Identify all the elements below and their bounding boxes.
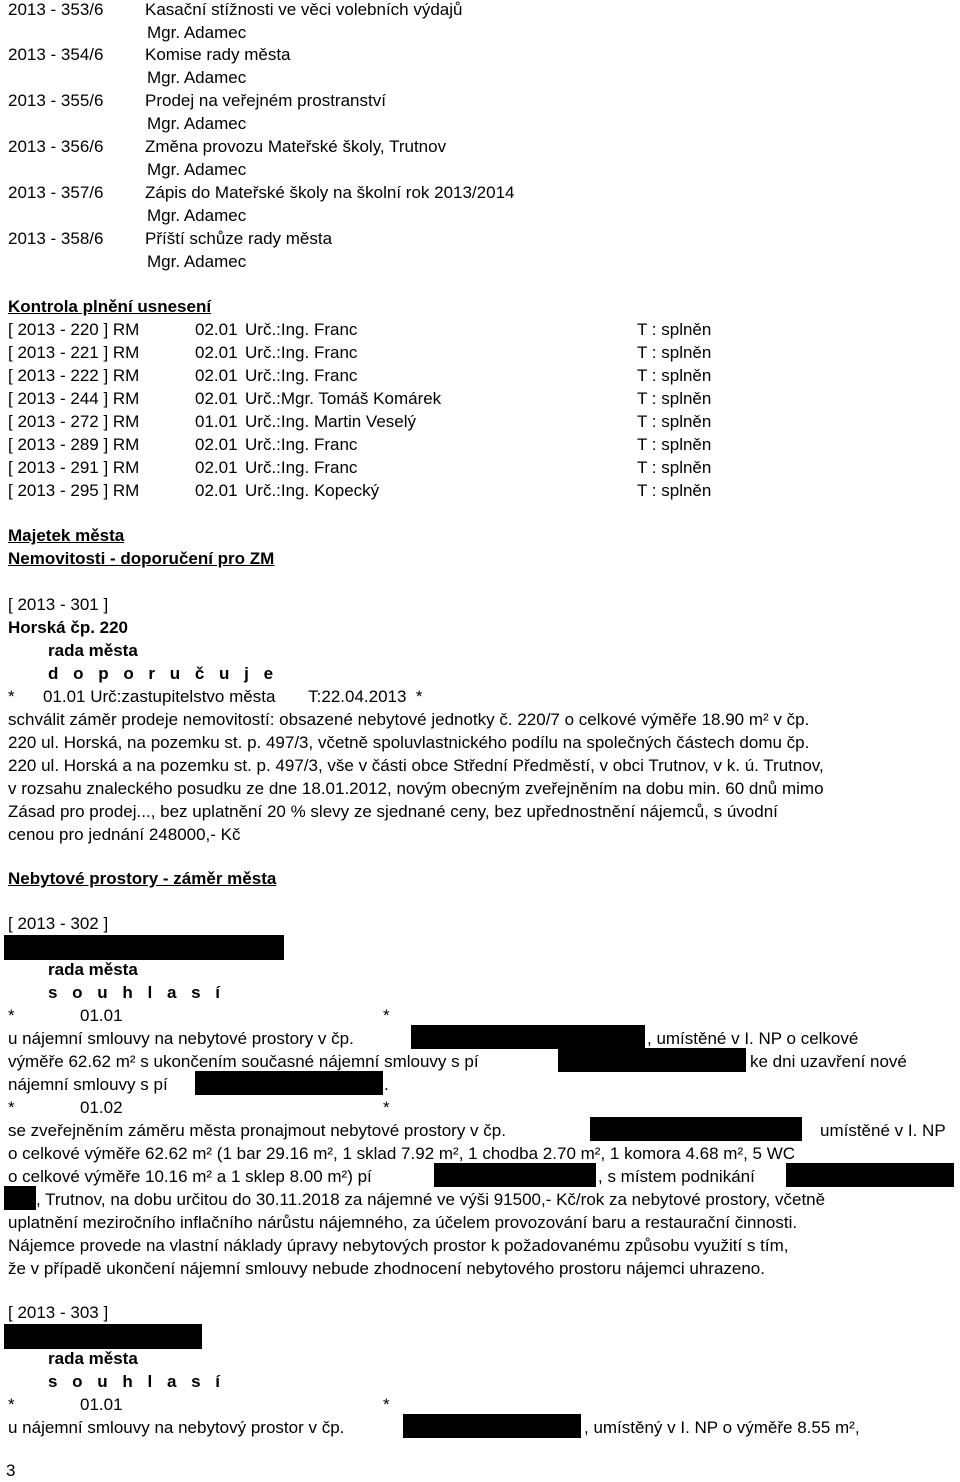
resolution-text-line: že v případě ukončení nájemní smlouvy nebude zhodnocení nebytového prostoru nájemci uhrazeno. (8, 1259, 765, 1278)
resolution-verb: d o p o r u č u j e (48, 664, 279, 683)
task-star: * (383, 1006, 390, 1025)
property-heading: Majetek města (8, 526, 125, 545)
redaction-box (4, 1186, 36, 1210)
control-ref: [ 2013 - 220 ] RM (8, 320, 140, 339)
control-status: T : splněn (637, 366, 712, 385)
control-resp: Urč.:Ing. Franc (245, 366, 358, 385)
control-date: 02.01 (195, 481, 238, 500)
agenda-title: Kasační stížnosti ve věci volebních výdajů (145, 0, 463, 19)
resolution-text-line: schválit záměr prodeje nemovitostí: obsazené nebytové jednotky č. 220/7 o celkové výměře 18.90 m² v čp. (8, 710, 810, 729)
resolution-text-line: , Trutnov, na dobu určitou do 30.11.2018 za nájemné ve výši 91500,- Kč/rok za nebytové prostory, včetně (36, 1190, 826, 1209)
redaction-box (403, 1414, 581, 1438)
control-ref: [ 2013 - 244 ] RM (8, 389, 140, 408)
agenda-title: Prodej na veřejném prostranství (145, 91, 386, 110)
resolution-text-line: u nájemní smlouvy na nebytový prostor v čp. (8, 1418, 345, 1437)
control-resp: Urč.:Ing. Franc (245, 435, 358, 454)
task-star: * (8, 1006, 15, 1025)
property-subheading: Nemovitosti - doporučení pro ZM (8, 549, 275, 568)
resolution-text-line: . (384, 1075, 389, 1094)
resolution-text-line: 220 ul. Horská a na pozemku st. p. 497/3, vše v části obce Střední Předměstí, v obci Trutnov, v k. ú. Trutnov, (8, 756, 824, 775)
resolution-body: rada města (48, 1349, 138, 1368)
redaction-box (434, 1163, 596, 1187)
control-resp: Urč.:Mgr. Tomáš Komárek (245, 389, 442, 408)
agenda-responsible: Mgr. Adamec (147, 160, 247, 179)
agenda-title: Zápis do Mateřské školy na školní rok 2013/2014 (145, 183, 515, 202)
control-status: T : splněn (637, 389, 712, 408)
control-status: T : splněn (637, 481, 712, 500)
control-resp: Urč.:Ing. Franc (245, 320, 358, 339)
agenda-code: 2013 - 356/6 (8, 137, 104, 156)
agenda-title: Komise rady města (145, 45, 291, 64)
agenda-responsible: Mgr. Adamec (147, 68, 247, 87)
resolution-text-line: umístěné v I. NP (820, 1121, 946, 1140)
resolution-text-line: se zveřejněním záměru města pronajmout nebytové prostory v čp. (8, 1121, 506, 1140)
task-number: 01.02 (80, 1098, 123, 1117)
premises-heading: Nebytové prostory - záměr města (8, 869, 277, 888)
task-star: * (383, 1395, 390, 1414)
control-resp: Urč.:Ing. Franc (245, 343, 358, 362)
resolution-text-line: nájemní smlouvy s pí (8, 1075, 168, 1094)
resolution-text-line: uplatnění meziročního inflačního nárůstu nájemného, za účelem provozování baru a restaurační činnosti. (8, 1213, 798, 1232)
resolution-body: rada města (48, 641, 138, 660)
page-number: 3 (6, 1461, 16, 1480)
resolution-text-line: cenou pro jednání 248000,- Kč (8, 825, 241, 844)
redaction-box (411, 1025, 645, 1049)
resolution-text-line: o celkové výměře 10.16 m² a 1 sklep 8.00 m²) pí (8, 1167, 372, 1186)
resolution-text-line: Nájemce provede na vlastní náklady úpravy nebytových prostor k požadovanému způsobu využití s tím, (8, 1236, 789, 1255)
resolution-ref: [ 2013 - 303 ] (8, 1303, 109, 1322)
control-date: 02.01 (195, 389, 238, 408)
control-status: T : splněn (637, 435, 712, 454)
resolution-body: rada města (48, 960, 138, 979)
resolution-verb: s o u h l a s í (48, 1372, 226, 1391)
agenda-title: Příští schůze rady města (145, 229, 333, 248)
control-date: 02.01 (195, 343, 238, 362)
agenda-code: 2013 - 355/6 (8, 91, 104, 110)
agenda-code: 2013 - 354/6 (8, 45, 104, 64)
redaction-box (590, 1117, 802, 1141)
redaction-box (786, 1163, 954, 1187)
agenda-code: 2013 - 358/6 (8, 229, 104, 248)
control-ref: [ 2013 - 291 ] RM (8, 458, 140, 477)
redaction-box (558, 1048, 746, 1072)
task-star: * (8, 1098, 15, 1117)
resolution-text-line: ke dni uzavření nové (750, 1052, 907, 1071)
task-number: 01.01 (80, 1395, 123, 1414)
agenda-responsible: Mgr. Adamec (147, 252, 247, 271)
agenda-code: 2013 - 353/6 (8, 0, 104, 19)
resolution-text-line: , s místem podnikání (598, 1167, 755, 1186)
control-date: 01.01 (195, 412, 238, 431)
control-resp: Urč.:Ing. Martin Veselý (245, 412, 417, 431)
resolution-text-line: výměře 62.62 m² s ukončením současné nájemní smlouvy s pí (8, 1052, 479, 1071)
control-status: T : splněn (637, 320, 712, 339)
agenda-responsible: Mgr. Adamec (147, 206, 247, 225)
agenda-responsible: Mgr. Adamec (147, 23, 247, 42)
resolution-text-line: , umístěný v I. NP o výměře 8.55 m², (584, 1418, 860, 1437)
control-ref: [ 2013 - 221 ] RM (8, 343, 140, 362)
control-ref: [ 2013 - 295 ] RM (8, 481, 140, 500)
task-star: * (383, 1098, 390, 1117)
control-status: T : splněn (637, 343, 712, 362)
resolution-text-line: v rozsahu znaleckého posudku ze dne 18.01.2012, novým obecným zveřejněním na dobu min. 60 dnů mimo (8, 779, 824, 798)
agenda-title: Změna provozu Mateřské školy, Trutnov (145, 137, 447, 156)
control-date: 02.01 (195, 435, 238, 454)
resolution-text-line: 220 ul. Horská, na pozemku st. p. 497/3, včetně spoluvlastnického podílu na společných částech domu čp. (8, 733, 810, 752)
redaction-box (195, 1071, 383, 1095)
control-status: T : splněn (637, 458, 712, 477)
control-status: T : splněn (637, 412, 712, 431)
redaction-box (4, 1324, 202, 1349)
resolution-ref: [ 2013 - 301 ] (8, 595, 109, 614)
resolution-ref: [ 2013 - 302 ] (8, 914, 109, 933)
resolution-text-line: , umístěné v I. NP o celkové (647, 1029, 859, 1048)
control-date: 02.01 (195, 366, 238, 385)
agenda-code: 2013 - 357/6 (8, 183, 104, 202)
resolution-verb: s o u h l a s í (48, 983, 226, 1002)
resolution-task-line: * 01.01 Urč:zastupitelstvo města T:22.04.2013 * (8, 687, 423, 706)
control-heading: Kontrola plnění usnesení (8, 297, 212, 316)
resolution-text-line: o celkové výměře 62.62 m² (1 bar 29.16 m², 1 sklad 7.92 m², 1 chodba 2.70 m², 1 komora 4.68 m², 5 WC (8, 1144, 796, 1163)
redaction-box (4, 935, 284, 960)
agenda-responsible: Mgr. Adamec (147, 114, 247, 133)
control-resp: Urč.:Ing. Franc (245, 458, 358, 477)
control-ref: [ 2013 - 222 ] RM (8, 366, 140, 385)
resolution-text-line: u nájemní smlouvy na nebytové prostory v čp. (8, 1029, 354, 1048)
resolution-title: Horská čp. 220 (8, 618, 129, 637)
control-ref: [ 2013 - 289 ] RM (8, 435, 140, 454)
task-star: * (8, 1395, 15, 1414)
control-date: 02.01 (195, 320, 238, 339)
control-date: 02.01 (195, 458, 238, 477)
control-resp: Urč.:Ing. Kopecký (245, 481, 380, 500)
control-ref: [ 2013 - 272 ] RM (8, 412, 140, 431)
task-number: 01.01 (80, 1006, 123, 1025)
resolution-text-line: Zásad pro prodej..., bez uplatnění 20 % slevy ze sjednané ceny, bez upřednostnění nájemců, s úvodní (8, 802, 778, 821)
